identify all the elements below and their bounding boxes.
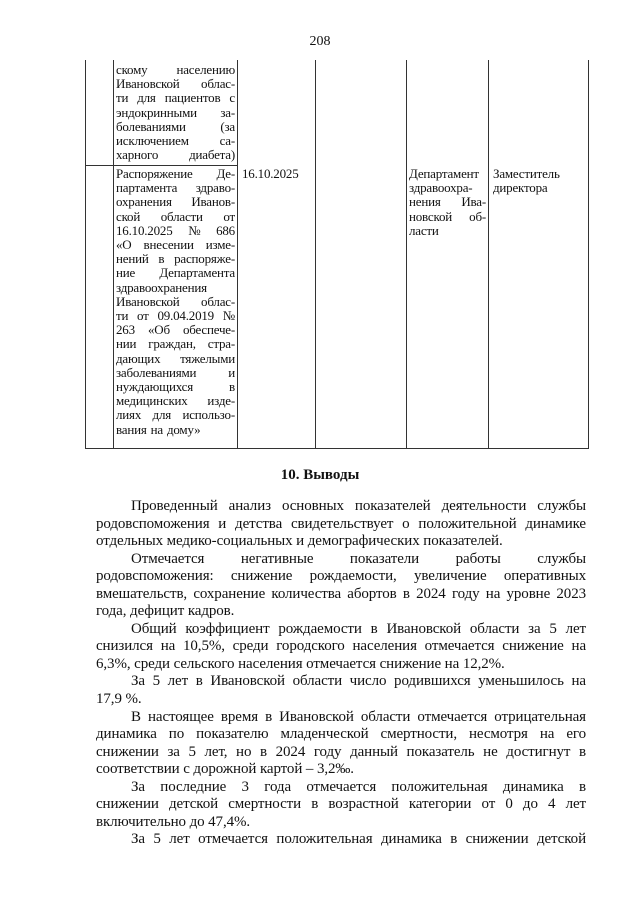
text-line: года, дефицит кадров.: [96, 603, 235, 620]
paragraph: [96, 621, 586, 674]
paragraph: [96, 709, 586, 779]
paragraph: [96, 831, 586, 849]
cell-text-line: ти для пациентов с: [116, 90, 235, 106]
table-border: [588, 60, 589, 449]
text-line: Проведенный анализ основных показателей деятельности службы: [131, 498, 586, 514]
text-line: отдельных медико-социальных и демографических показателей.: [96, 533, 503, 550]
text-line: родовспоможения: снижение рождаемости, увеличение оперативных: [96, 568, 586, 585]
table-border: [315, 60, 316, 449]
cell-text-line: новской об-: [409, 208, 486, 224]
cell-text-line: Заместитель: [493, 166, 560, 181]
cell-text-line: Департамент: [409, 166, 479, 181]
text-line: включительно до 47,4%.: [96, 813, 251, 830]
cell-text-line: Ивановской облас-: [116, 76, 235, 92]
text-line: вмешательств, сохранение количества абортов в 2024 году на уровне 2023: [96, 585, 586, 602]
table-cell-document-title: [116, 167, 235, 437]
cell-text-line: вания на дому»: [116, 421, 201, 437]
table-cell-department: [409, 167, 486, 238]
text-line: динамика по показателю младенческой смертности, несмотря на его: [96, 726, 586, 743]
cell-text-line: исключением са-: [116, 133, 235, 149]
cell-text-line: эндокринными за-: [116, 104, 235, 120]
cell-text-line: заболеваниями и: [116, 364, 235, 380]
cell-text-line: партамента здраво-: [116, 180, 235, 196]
table-border: [406, 60, 407, 449]
cell-text-line: нуждающихся в: [116, 379, 235, 395]
cell-text-line: «О внесении изме-: [116, 237, 235, 253]
text-line: Отмечается негативные показатели работы службы: [131, 550, 586, 567]
table-border: [85, 60, 86, 449]
section-heading: 10. Выводы: [280, 467, 360, 483]
cell-text-line: здравоохранения: [116, 279, 207, 295]
cell-text-line: нения Ива-: [409, 194, 486, 210]
paragraph: [96, 779, 586, 832]
text-line: За последние 3 года отмечается положительная динамика в: [131, 778, 586, 795]
text-line: родовспоможения и детства свидетельствует о положительной динамике: [96, 515, 586, 532]
text-line: Общий коэффициент рождаемости в Ивановской области за 5 лет: [131, 620, 586, 637]
cell-text-line: болеваниями (за: [116, 118, 235, 134]
table-border: [237, 60, 238, 449]
paragraph: [96, 551, 586, 621]
table-border: [113, 60, 114, 449]
paragraph: [96, 498, 586, 551]
text-line: снижении за 5 лет, но в 2024 году данный показатель не достигнут в: [96, 743, 586, 760]
text-line: За 5 лет отмечается положительная динамика в снижении детской: [131, 831, 586, 848]
cell-text-line: ской области от: [116, 208, 235, 224]
cell-text-line: 263 «Об обеспече-: [116, 322, 235, 338]
page-number: 208: [309, 34, 331, 49]
cell-text-line: лиях для использо-: [116, 407, 235, 423]
table-border: [488, 60, 489, 449]
cell-text-line: ти от 09.04.2019 №: [116, 308, 235, 324]
table-border: [85, 448, 589, 449]
cell-text-line: харного диабета): [116, 147, 235, 163]
cell-text-line: охранения Иванов-: [116, 194, 235, 210]
text-line: В настоящее время в Ивановской области отмечается отрицательная: [131, 708, 586, 725]
table-cell-document-title-continued: [116, 63, 235, 162]
text-line: 17,9 %.: [96, 691, 142, 708]
conclusions-text: [96, 498, 586, 849]
cell-text-line: дающих тяжелыми: [116, 350, 235, 366]
cell-text-line: Ивановской облас-: [116, 293, 235, 309]
table-cell-date: 16.10.2025: [242, 166, 299, 181]
cell-text-line: ние Департамента: [116, 265, 235, 281]
cell-text-line: 16.10.2025 № 686: [116, 222, 235, 238]
cell-text-line: здравоохра-: [409, 180, 473, 196]
cell-text-line: директора: [493, 180, 548, 196]
text-line: соответствии с дорожной картой – 3,2‰.: [96, 761, 354, 778]
cell-text-line: нии граждан, стра-: [116, 336, 235, 352]
cell-text-line: нений в распоряже-: [116, 251, 235, 267]
paragraph: [96, 673, 586, 708]
text-line: 6,3%, среди сельского населения отмечается снижение на 12,2%.: [96, 655, 505, 672]
cell-text-line: Распоряжение Де-: [116, 166, 235, 181]
cell-text-line: медицинских изде-: [116, 393, 235, 409]
text-line: снижении детской смертности в возрастной категории от 0 до 4 лет: [96, 796, 586, 813]
table-cell-responsible: [493, 167, 585, 195]
cell-text-line: скому населению: [116, 62, 235, 77]
text-line: снизился на 10,5%, среди городского населения отмечается снижение на: [96, 638, 586, 655]
cell-text-line: ласти: [409, 222, 439, 238]
text-line: За 5 лет в Ивановской области число родившихся уменьшилось на: [131, 673, 586, 690]
